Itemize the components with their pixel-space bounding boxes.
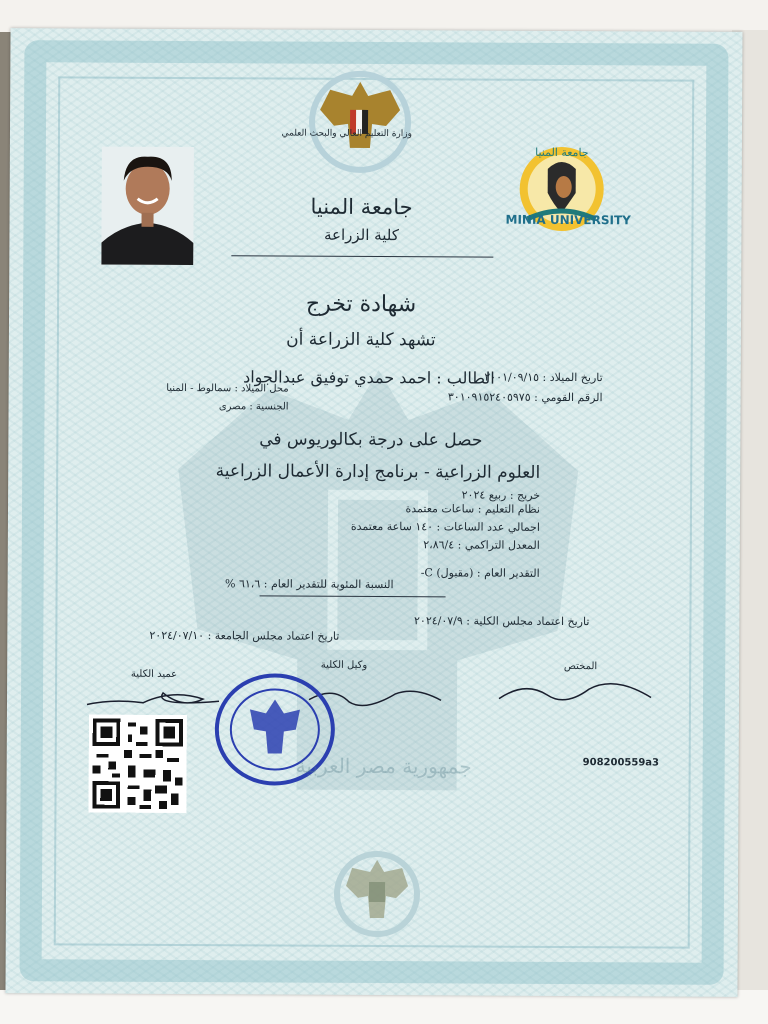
national-id: الرقم القومي : ٣٠١٠٩١٥٢٤٠٥٩٧٥ bbox=[447, 390, 603, 405]
university-name: جامعة المنيا bbox=[310, 194, 413, 220]
nationality: الجنسية : مصرى bbox=[218, 401, 289, 413]
birth-place: محل الميلاد : سمالوط - المنيا bbox=[166, 382, 289, 395]
dean-label: عميد الكلية bbox=[130, 668, 178, 680]
checker-label: المختص bbox=[563, 660, 598, 673]
checker-signature bbox=[495, 671, 655, 712]
certificate-intro: تشهد كلية الزراعة أن bbox=[286, 329, 436, 351]
gpa: المعدل التراكمي : ٢،٨٦/٤ bbox=[423, 538, 540, 552]
university-council-date: تاريخ اعتماد مجلس الجامعة : ٢٠٢٤/٠٧/١٠ bbox=[149, 628, 340, 643]
birth-date: تاريخ الميلاد : ٢٠٠١/٠٩/١٥ bbox=[484, 370, 603, 385]
certificate-title: شهادة تخرج bbox=[305, 291, 417, 318]
student-photo bbox=[101, 147, 194, 265]
dean-signature bbox=[83, 678, 223, 713]
faculty-council-date: تاريخ اعتماد مجلس الكلية : ٢٠٢٤/٠٧/٩ bbox=[413, 614, 590, 629]
serial-number: 908200559a3 bbox=[582, 757, 660, 769]
degree-line: حصل على درجة بكالوريوس في bbox=[259, 429, 483, 451]
overall-grade: التقدير العام : (مقبول) C- bbox=[420, 566, 540, 580]
egypt-emblem-icon bbox=[281, 70, 413, 183]
logo-english-text: MINIA UNIVERSITY bbox=[505, 212, 631, 228]
graduation-term: خريج : ربيع ٢٠٢٤ bbox=[461, 488, 541, 502]
total-hours: اجمالي عدد الساعات : ١٤٠ ساعة معتمدة bbox=[350, 519, 540, 534]
education-system: نظام التعليم : ساعات معتمدة bbox=[405, 502, 541, 516]
faculty-name: كلية الزراعة bbox=[323, 225, 399, 245]
certificate-paper bbox=[5, 28, 742, 997]
qr-code-icon bbox=[88, 715, 187, 814]
background-top bbox=[0, 0, 768, 32]
logo-arabic-text: جامعة المنيا bbox=[535, 145, 589, 160]
program-name: العلوم الزراعية - برنامج إدارة الأعمال الزراعية bbox=[215, 461, 541, 483]
watermark-text: جمهورية مصر العربية bbox=[295, 753, 472, 779]
ministry-label: وزارة التعليم العالي والبحث العلمي bbox=[281, 128, 413, 140]
bottom-emblem-icon bbox=[332, 846, 423, 946]
overall-percentage: النسبة المئوية للتقدير العام : ٦١،٦ % bbox=[225, 577, 394, 592]
student-name: الطالب : احمد حمدي توفيق عبدالجواد bbox=[243, 367, 495, 388]
vice-dean-label: وكيل الكلية bbox=[320, 659, 368, 671]
